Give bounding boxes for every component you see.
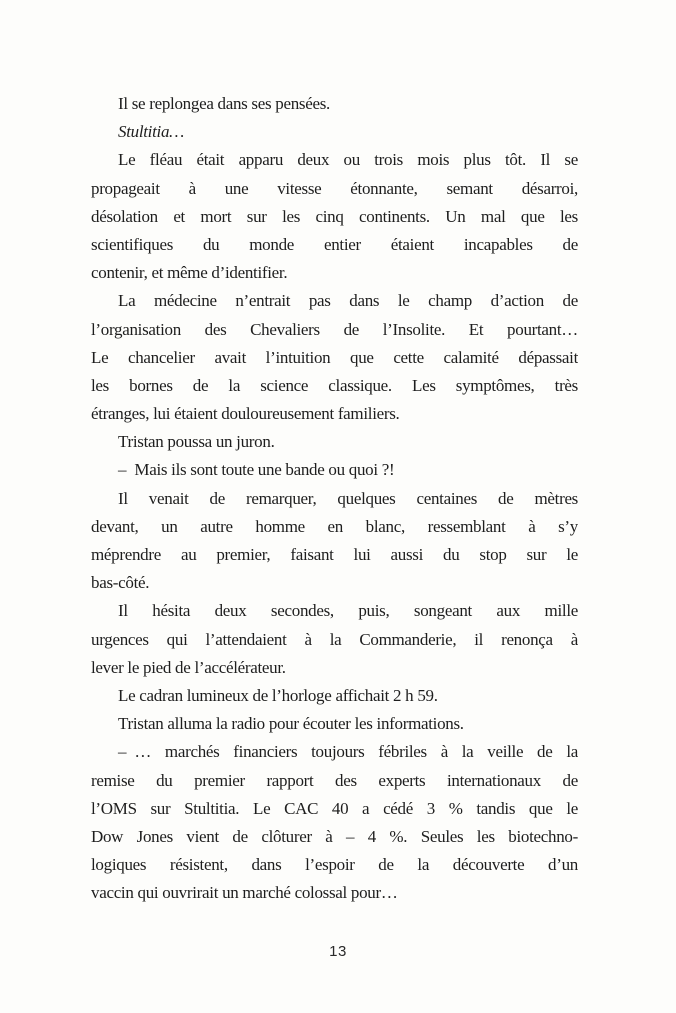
- page-number: 13: [329, 943, 347, 960]
- text-line: l’OMS sur Stultitia. Le CAC 40 a cédé 3 % tandis que le: [91, 798, 578, 818]
- text-line: Le cadran lumineux de l’horloge affichait 2 h 59.: [118, 685, 438, 705]
- text-line: remise du premier rapport des experts internationaux de: [91, 770, 578, 790]
- text-line: Tristan poussa un juron.: [118, 432, 275, 452]
- text-line: Il se replongea dans ses pensées.: [118, 94, 330, 113]
- paragraph: [91, 710, 578, 738]
- paragraph: [91, 597, 578, 682]
- text-line: vaccin qui ouvrirait un marché colossal pour…: [91, 883, 398, 903]
- paragraph: [91, 118, 578, 146]
- text-line: bas-côté.: [91, 573, 150, 593]
- paragraph: [91, 456, 578, 484]
- text-line: – … marchés financiers toujours fébriles à la veille de la: [118, 742, 578, 762]
- text-line: Tristan alluma la radio pour écouter les informations.: [118, 714, 464, 734]
- text-line: Le chancelier avait l’intuition que cette calamité dépassait: [91, 347, 578, 367]
- paragraph: [91, 428, 578, 456]
- paragraph: [91, 90, 578, 118]
- text-line: méprendre au premier, faisant lui aussi du stop sur le: [91, 545, 578, 564]
- paragraph: [91, 682, 578, 710]
- text-line: l’organisation des Chevaliers de l’Insolite. Et pourtant…: [91, 319, 578, 339]
- text-line: propageait à une vitesse étonnante, semant désarroi,: [91, 178, 578, 198]
- text-line: devant, un autre homme en blanc, ressemblant à s’y: [91, 516, 578, 536]
- text-line: Il venait de remarquer, quelques centaines de mètres: [118, 488, 578, 508]
- text-block: [91, 90, 578, 907]
- text-line: scientifiques du monde entier étaient incapables de: [91, 234, 578, 254]
- text-line: La médecine n’entrait pas dans le champ d’action de: [118, 291, 578, 311]
- text-line: Stultitia…: [118, 122, 184, 142]
- paragraph: [91, 146, 578, 287]
- text-line: contenir, et même d’identifier.: [91, 263, 288, 283]
- text-line: les bornes de la science classique. Les symptômes, très: [91, 375, 578, 395]
- text-line: lever le pied de l’accélérateur.: [91, 657, 286, 677]
- paragraph: [91, 738, 578, 907]
- text-line: logiques résistent, dans l’espoir de la découverte d’un: [91, 855, 578, 875]
- text-line: Il hésita deux secondes, puis, songeant aux mille: [118, 601, 578, 621]
- text-line: Dow Jones vient de clôturer à – 4 %. Seules les biotechno-: [91, 826, 578, 846]
- paragraph: [91, 485, 578, 598]
- text-line: urgences qui l’attendaient à la Commanderie, il renonça à: [91, 629, 578, 649]
- paragraph: [91, 287, 578, 428]
- text-line: – Mais ils sont toute une bande ou quoi ?!: [118, 460, 395, 480]
- text-line: étranges, lui étaient douloureusement familiers.: [91, 404, 400, 424]
- text-line: Le fléau était apparu deux ou trois mois plus tôt. Il se: [118, 150, 578, 170]
- text-line: désolation et mort sur les cinq continents. Un mal que les: [91, 206, 578, 226]
